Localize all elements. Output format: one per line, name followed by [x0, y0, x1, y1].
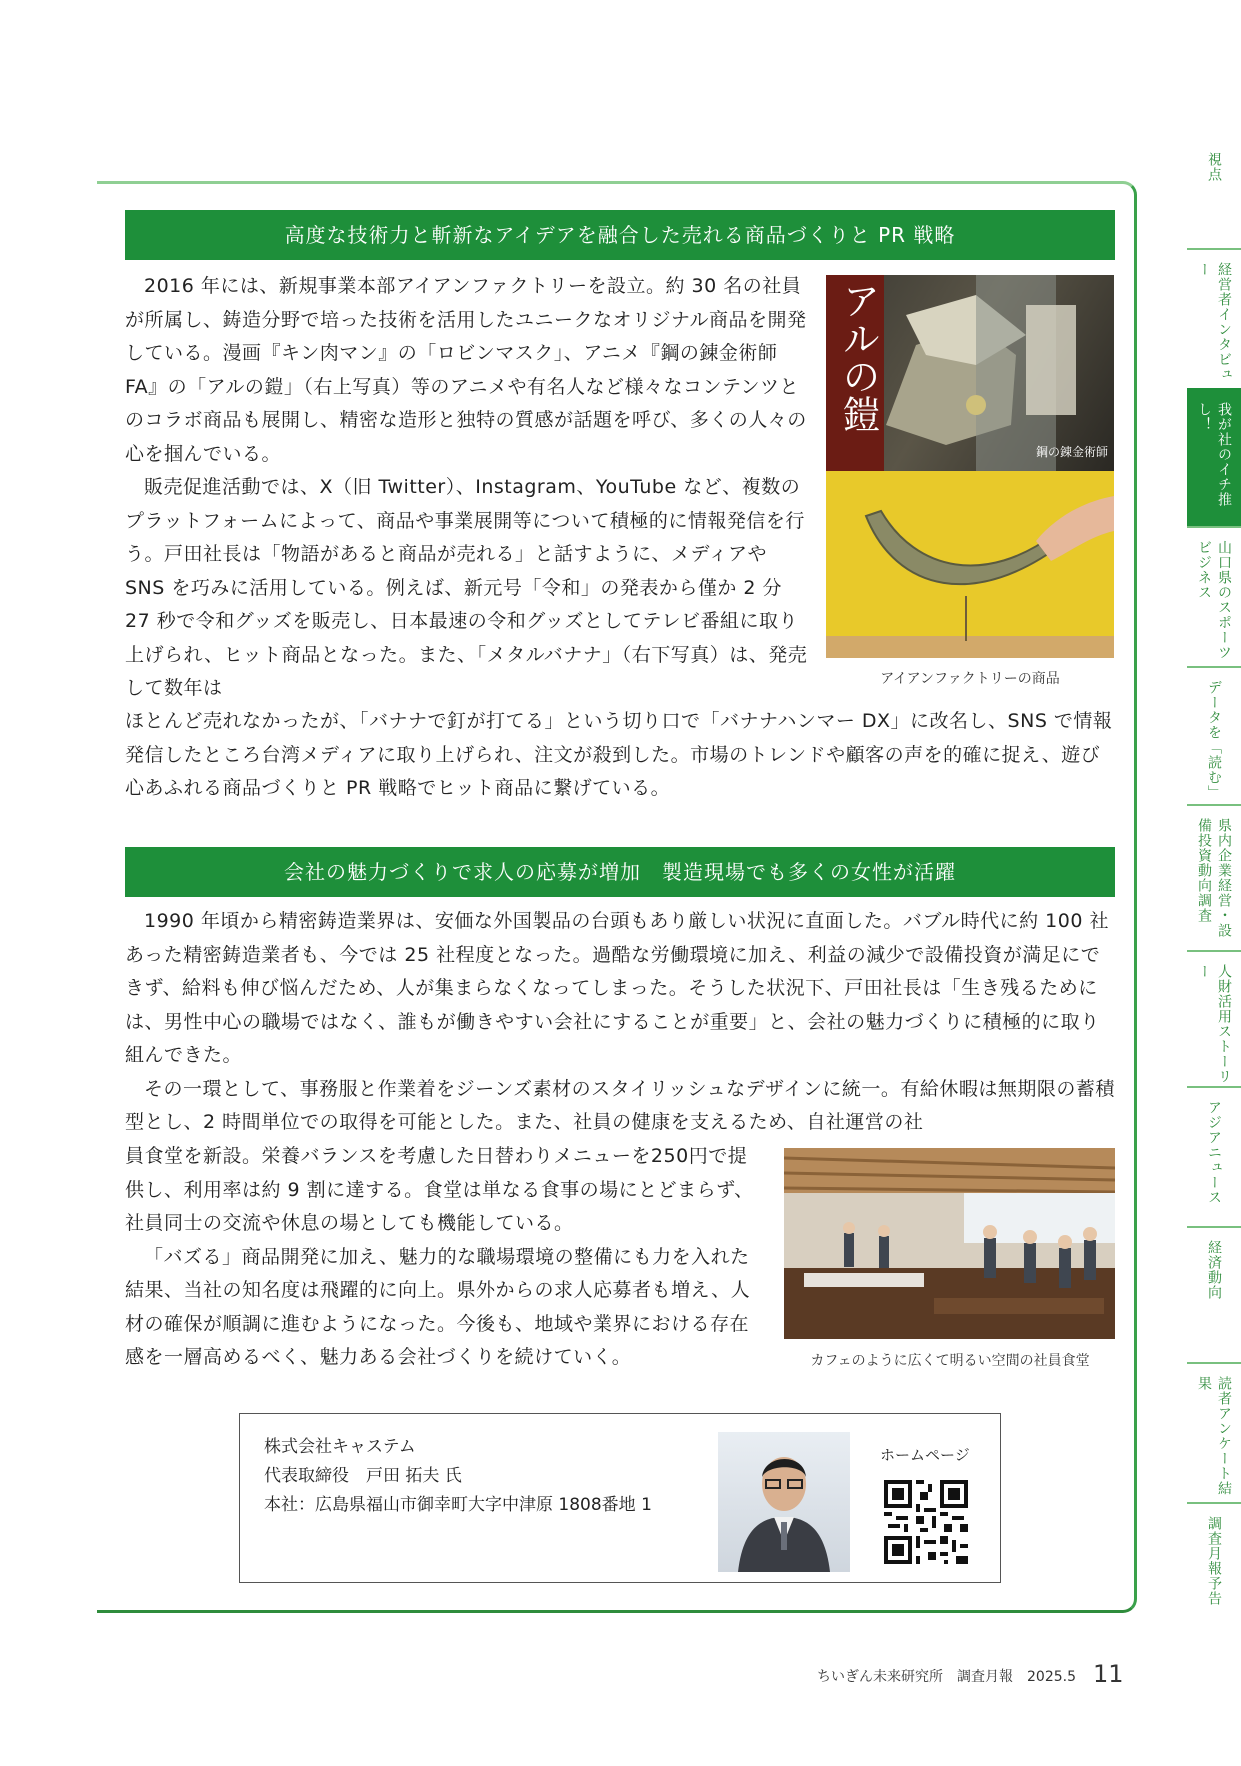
section1-photo-caption: アイアンファクトリーの商品: [880, 671, 1060, 687]
section2-photo-caption: カフェのように広くて明るい空間の社員食堂: [810, 1353, 1090, 1369]
side-tab-report-preview[interactable]: 調査月報予告: [1187, 1502, 1241, 1632]
page-number: 11: [1093, 1660, 1124, 1688]
section2-paragraph2: その一環として、事務服と作業着をジーンズ素材のスタイリッシュなデザインに統一。有給休暇は無期限の蓄積型とし、2 時間単位での取得を可能とした。また、社員の健康を支えるため、自社運営の社: [125, 1077, 1115, 1133]
president-portrait: [718, 1432, 850, 1572]
cafeteria-photo: [784, 1148, 1115, 1339]
section2-text-column: [125, 1140, 765, 1375]
qr-code-icon: [880, 1476, 972, 1568]
section2-paragraph3: 「バズる」商品開発に加え、魅力的な職場環境の整備にも力を入れた結果、当社の知名度は飛躍的に向上。県外からの求人応募者も増え、人材の確保が順調に進むようになった。今後も、地域や業界における存在感を一層高めるべく、魅力ある会社づくりを続けていく。: [125, 1245, 751, 1368]
section1-paragraph1: 2016 年には、新規事業本部アイアンファクトリーを設立。約 30 名の社員が所属し、鋳造分野で培った技術を活用したユニークなオリジナル商品を開発している。漫画『キン肉マン』の「ロビンマスク」、アニメ『鋼の錬金術師 FA』の「アルの鎧」（右上写真）等のアニメや有名人など様々なコンテンツとのコラボ商品も展開し、精密な造形と独特の質感が話題を呼び、多くの人々の心を掴んでいる。: [125, 275, 807, 465]
section2-paragraph2-continued: 員食堂を新設。栄養バランスを考慮した日替わりメニューを250円で提供し、利用率は約 9 割に達する。食堂は単なる食事の場にとどまらず、社員同士の交流や休息の場としても機能している。: [125, 1145, 754, 1234]
section1-heading: 高度な技術力と斬新なアイデアを融合した売れる商品づくりと PR 戦略: [125, 210, 1115, 260]
side-tab-viewpoint[interactable]: 視点: [1206, 152, 1222, 182]
section2-paragraph1: 1990 年頃から精密鋳造業界は、安価な外国製品の台頭もあり厳しい状況に直面した。バブル時代に約 100 社あった精密鋳造業者も、今では 25 社程度となった。過酷な労働環境に加え、利益の減少で設備投資が満足にできず、給料も伸び悩んだため、人が集まらなくなってしまった。そうした状況下、戸田社長は「生き残るためには、男性中心の職場ではなく、誰もが働きやすい会社にすることが重要」と、会社の魅力づくりに積極的に取り組んできた。: [125, 910, 1109, 1066]
section2-text-full: [125, 905, 1115, 1140]
section2-heading: 会社の魅力づくりで求人の応募が増加 製造現場でも多くの女性が活躍: [125, 847, 1115, 897]
company-address: 本社：広島県福山市御幸町大字中津原 1808番地 1: [264, 1495, 652, 1515]
side-tab-sports-business[interactable]: 山口県のスポーツビジネス: [1187, 526, 1241, 666]
section1-paragraph2: 販売促進活動では、X（旧 Twitter）、Instagram、YouTube など、複数のプラットフォームによって、商品や事業展開等について積極的に情報発信を行う。戸田社長は「物語があると商品が売れる」と話すように、メディアや SNS を巧みに活用している。例えば、新元号「令和」の発表から僅か 2 分 27 秒で令和グッズを販売し、日本最速の令和グッズとしてテレビ番組に取り上げられ、ヒット商品となった。また、「メタルバナナ」（右下写真）は、発売して数年は: [125, 476, 808, 699]
homepage-qr-code[interactable]: [880, 1476, 972, 1568]
company-representative: 代表取締役 戸田 拓夫 氏: [264, 1466, 462, 1486]
homepage-label: ホームページ: [880, 1446, 970, 1464]
side-tab-reader-survey[interactable]: 読者アンケート結果: [1187, 1362, 1241, 1502]
side-tab-interview[interactable]: 経営者インタビュー: [1187, 248, 1241, 388]
side-tab-talent-story[interactable]: 人財活用ストーリー: [1187, 950, 1241, 1086]
banana-illustration: [826, 471, 1114, 658]
side-tab-featured[interactable]: 我が社のイチ推し！: [1187, 388, 1241, 526]
armor-photo-title: アルの鎧: [836, 281, 880, 433]
company-info-box: [239, 1413, 1001, 1583]
side-tab-asia-news[interactable]: アジアニュース: [1187, 1086, 1241, 1226]
footer-publication: ちいぎん未来研究所 調査月報 2025.5: [817, 1669, 1076, 1685]
section1-paragraph2-continued: ほとんど売れなかったが、「バナナで釘が打てる」という切り口で「バナナハンマー DX」に改名し、SNS で情報発信したところ台湾メディアに取り上げられ、注文が殺到した。市場のトレンドや顧客の声を的確に捉え、遊び心あふれる商品づくりと PR 戦略でヒット商品に繋げている。: [125, 710, 1113, 799]
side-tab-data[interactable]: データを「読む」: [1187, 666, 1241, 804]
cafeteria-illustration: [784, 1148, 1115, 1339]
section1-text-column: [125, 270, 813, 706]
company-name: 株式会社キャステム: [264, 1437, 416, 1457]
side-tab-economic-trends[interactable]: 経済動向: [1187, 1226, 1241, 1362]
metal-banana-photo: [826, 471, 1114, 658]
armor-product-photo: [826, 275, 1114, 471]
armor-photo-subtitle: 鋼の錬金術師: [1036, 445, 1109, 459]
section1-text-full: [125, 705, 1115, 806]
president-portrait-illustration: [718, 1432, 850, 1572]
side-tab-investment-survey[interactable]: 県内企業経営・設備投資動向調査: [1187, 804, 1241, 950]
